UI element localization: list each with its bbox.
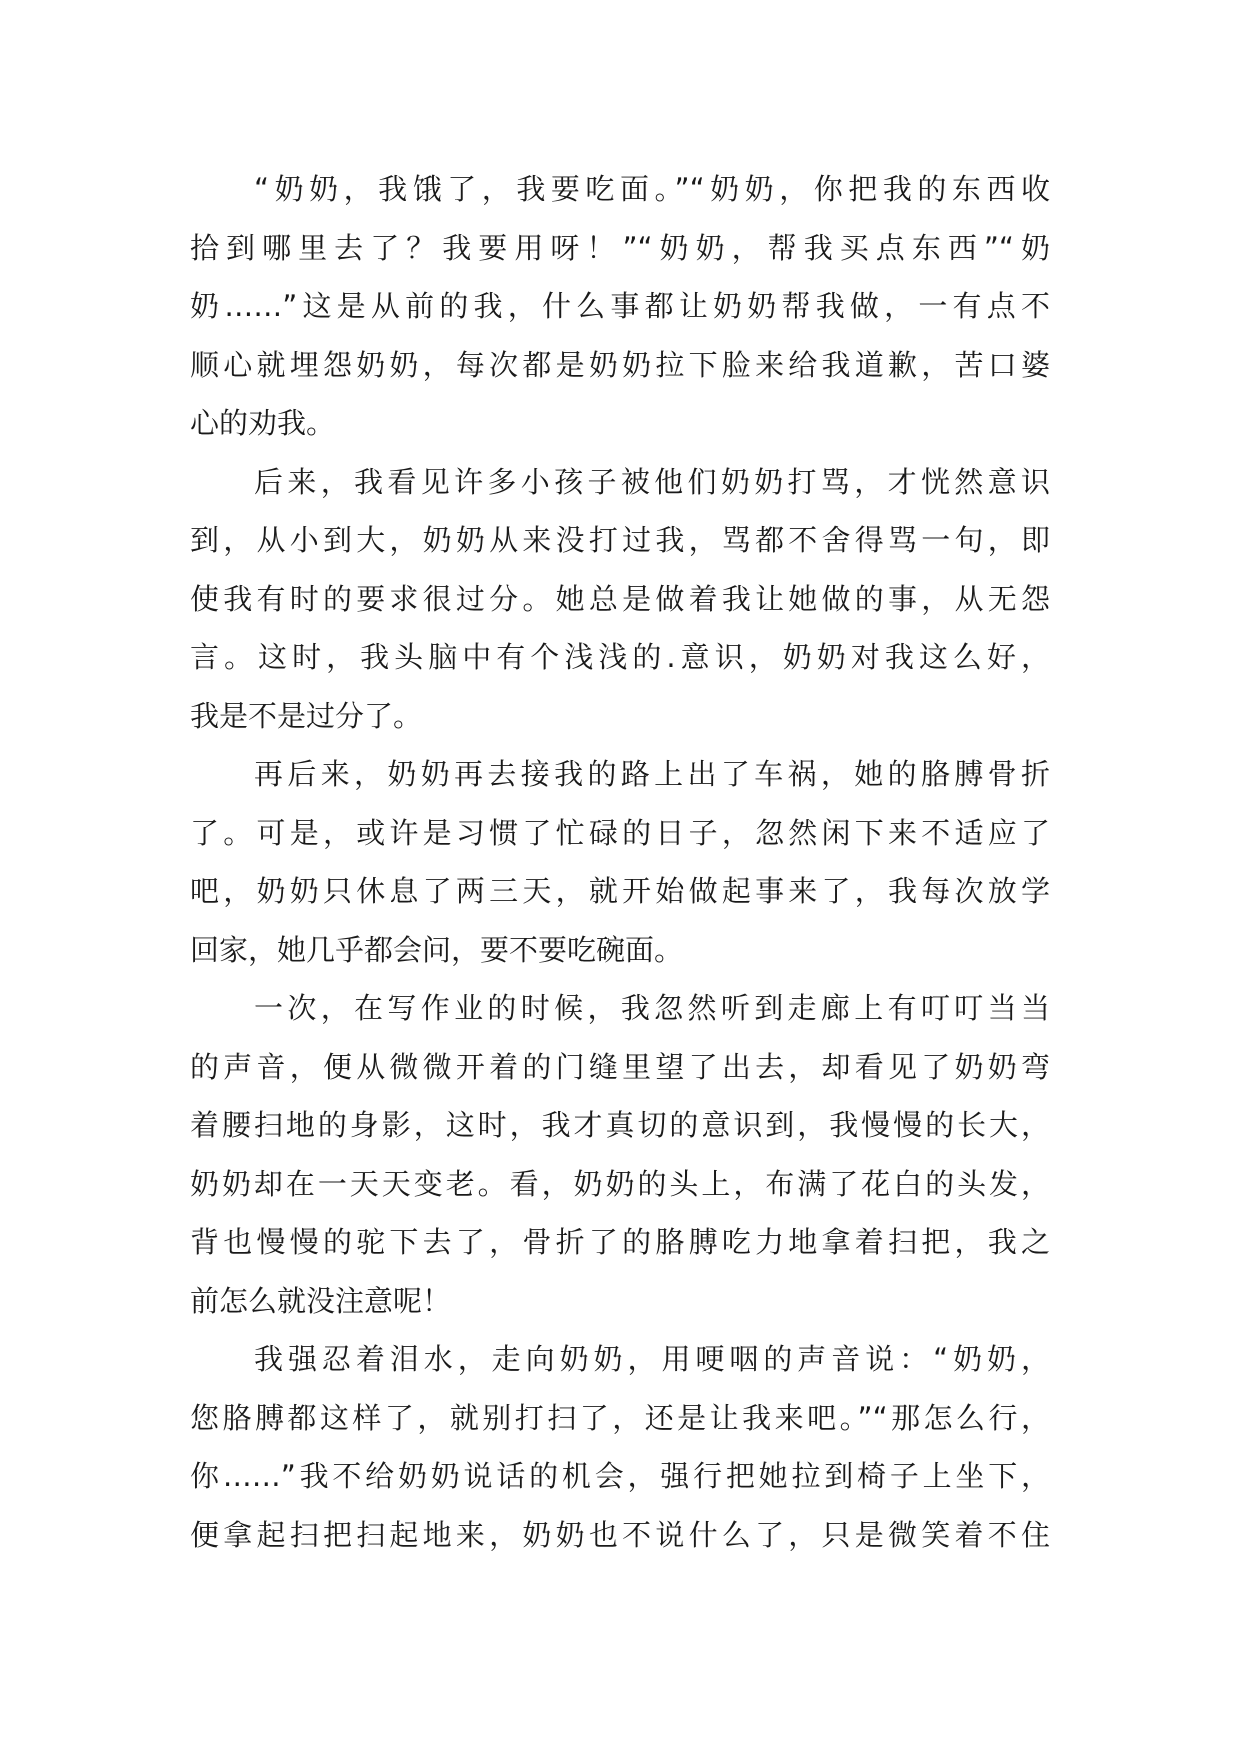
text-line: 你……”我不给奶奶说话的机会，强行把她拉到椅子上坐下， [190, 1459, 1050, 1493]
text-line: 您胳膊都这样了，就别打扫了，还是让我来吧。”“那怎么行， [190, 1400, 1050, 1435]
text-line: 背也慢慢的驼下去了，骨折了的胳膊吃力地拿着扫把，我之 [190, 1225, 1050, 1259]
text-line: 了。可是，或许是习惯了忙碌的日子，忽然闲下来不适应了 [190, 815, 1050, 850]
document-body [190, 160, 1050, 1564]
text-line: 便拿起扫把扫起地来，奶奶也不说什么了，只是微笑着不住 [190, 1517, 1050, 1552]
text-line: 拾到哪里去了？我要用呀！”“奶奶，帮我买点东西”“奶 [190, 230, 1050, 265]
text-line: 我是不是过分了。 [190, 698, 423, 733]
text-line: 的声音，便从微微开着的门缝里望了出去，却看见了奶奶弯 [190, 1049, 1050, 1084]
text-line: 使我有时的要求很过分。她总是做着我让她做的事，从无怨 [190, 581, 1050, 616]
text-line: 奶奶却在一天天变老。看，奶奶的头上，布满了花白的头发， [190, 1166, 1050, 1201]
text-line: 我强忍着泪水，走向奶奶，用哽咽的声音说：“奶奶， [254, 1342, 1050, 1376]
text-line: 着腰扫地的身影，这时，我才真切的意识到，我慢慢的长大， [190, 1108, 1050, 1142]
text-line: 吧，奶奶只休息了两三天，就开始做起事来了，我每次放学 [190, 874, 1050, 908]
text-line: 到，从小到大，奶奶从来没打过我，骂都不舍得骂一句，即 [190, 523, 1050, 557]
text-line: 一次，在写作业的时候，我忽然听到走廊上有叮叮当当 [254, 991, 1050, 1025]
text-line: 奶……”这是从前的我，什么事都让奶奶帮我做，一有点不 [190, 289, 1050, 323]
text-line: 前怎么就没注意呢！ [190, 1283, 452, 1318]
text-line: “奶奶，我饿了，我要吃面。”“奶奶，你把我的东西收 [254, 172, 1050, 206]
text-line: 后来，我看见许多小孩子被他们奶奶打骂，才恍然意识 [254, 464, 1050, 499]
text-line: 再后来，奶奶再去接我的路上出了车祸，她的胳膊骨折 [254, 757, 1050, 791]
text-line: 回家，她几乎都会问，要不要吃碗面。 [190, 932, 684, 967]
text-line: 顺心就埋怨奶奶，每次都是奶奶拉下脸来给我道歉，苦口婆 [190, 347, 1050, 382]
text-line: 心的劝我。 [190, 406, 336, 440]
text-line: 言。这时，我头脑中有个浅浅的.意识，奶奶对我这么好， [190, 640, 1050, 674]
